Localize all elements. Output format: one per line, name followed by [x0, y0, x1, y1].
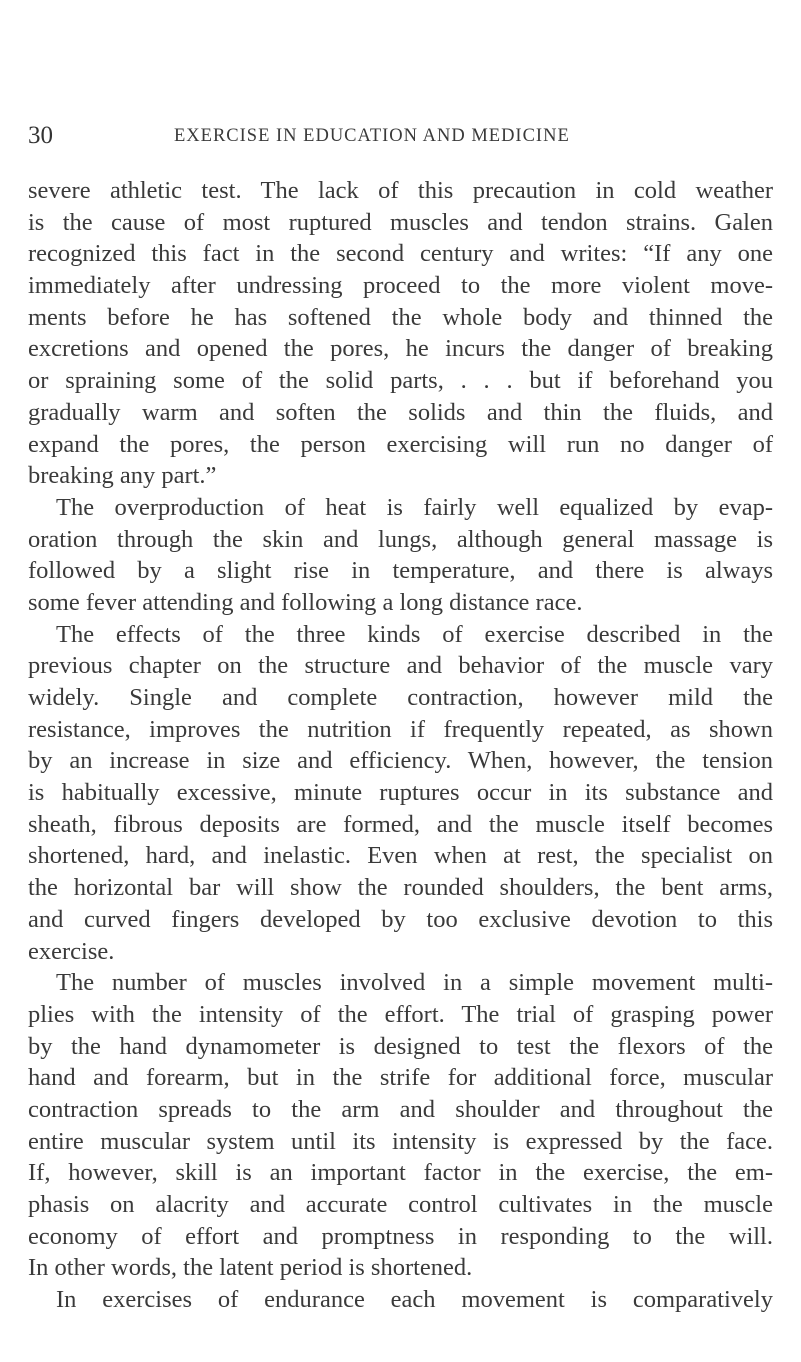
text-line: contraction spreads to the arm and shoulder and throughout the	[28, 1095, 773, 1123]
text-line: immediately after undressing proceed to the more violent move-	[28, 272, 773, 300]
running-title: EXERCISE IN EDUCATION AND MEDICINE	[174, 126, 570, 146]
text-line: shortened, hard, and inelastic. Even when at rest, the specialist on	[28, 842, 773, 870]
body-text	[28, 175, 773, 1316]
text-line: is the cause of most ruptured muscles and tendon strains. Galen	[28, 208, 773, 236]
text-line: and curved fingers developed by too exclusive devotion to this	[28, 905, 773, 933]
text-line: excretions and opened the pores, he incurs the danger of breaking	[28, 335, 773, 363]
text-line: the horizontal bar will show the rounded shoulders, the bent arms,	[28, 874, 773, 902]
text-line: or spraining some of the solid parts, . . . but if beforehand you	[28, 367, 773, 395]
page-number: 30	[28, 122, 53, 149]
text-line: plies with the intensity of the effort. The trial of grasping power	[28, 1000, 773, 1028]
text-line: entire muscular system until its intensity is expressed by the face.	[28, 1127, 773, 1155]
text-line: economy of effort and promptness in responding to the will.	[28, 1222, 773, 1250]
text-line: hand and forearm, but in the strife for additional force, muscular	[28, 1064, 773, 1092]
text-line: widely. Single and complete contraction, however mild the	[28, 684, 773, 711]
text-line: The number of muscles involved in a simple movement multi-	[56, 969, 773, 997]
text-line: recognized this fact in the second century and writes: “If any one	[28, 240, 773, 268]
text-line: breaking any part.”	[28, 462, 217, 490]
text-line: In exercises of endurance each movement is comparatively	[56, 1286, 773, 1314]
text-line: If, however, skill is an important factor in the exercise, the em-	[28, 1159, 773, 1187]
text-line: by the hand dynamometer is designed to test the flexors of the	[28, 1032, 773, 1060]
text-line: exercise.	[28, 937, 115, 965]
text-line: In other words, the latent period is shortened.	[28, 1254, 473, 1282]
text-line: severe athletic test. The lack of this precaution in cold weather	[28, 177, 773, 204]
text-line: phasis on alacrity and accurate control cultivates in the muscle	[28, 1191, 773, 1218]
text-line: gradually warm and soften the solids and thin the fluids, and	[28, 398, 773, 426]
text-line: sheath, fibrous deposits are formed, and the muscle itself becomes	[28, 810, 773, 838]
text-line: resistance, improves the nutrition if frequently repeated, as shown	[28, 715, 773, 743]
text-line: The overproduction of heat is fairly well equalized by evap-	[56, 493, 773, 521]
text-line: ments before he has softened the whole body and thinned the	[28, 303, 773, 331]
text-line: The effects of the three kinds of exercise described in the	[56, 620, 773, 648]
text-line: followed by a slight rise in temperature, and there is always	[28, 557, 773, 585]
text-line: oration through the skin and lungs, although general massage is	[28, 525, 773, 553]
text-line: expand the pores, the person exercising will run no danger of	[28, 430, 773, 458]
text-line: is habitually excessive, minute ruptures occur in its substance and	[28, 779, 773, 807]
running-head	[28, 121, 773, 151]
text-line: by an increase in size and efficiency. When, however, the tension	[28, 747, 773, 775]
text-line: previous chapter on the structure and behavior of the muscle vary	[28, 652, 773, 680]
text-line: some fever attending and following a long distance race.	[28, 588, 583, 616]
